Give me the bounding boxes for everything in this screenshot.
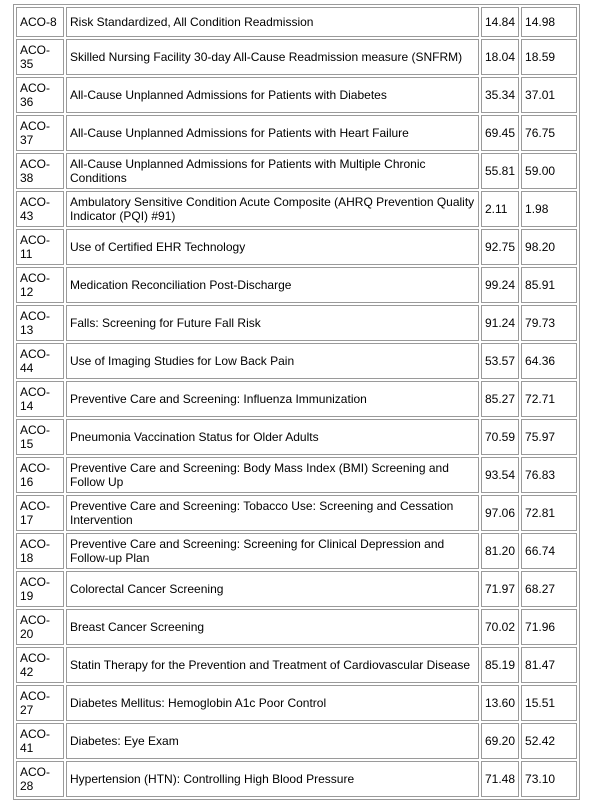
measure-name-cell: Ambulatory Sensitive Condition Acute Composite (AHRQ Prevention Quality Indicator (PQI) #91) [66, 191, 479, 227]
value-1-cell: 91.24 [481, 305, 519, 341]
measure-name-cell: Skilled Nursing Facility 30-day All-Cause Readmission measure (SNFRM) [66, 39, 479, 75]
table-row [16, 343, 577, 379]
value-1-cell: 92.75 [481, 229, 519, 265]
measure-name-cell: Hypertension (HTN): Controlling High Blood Pressure [66, 761, 479, 797]
value-1-cell: 55.81 [481, 153, 519, 189]
measure-code-cell: ACO-14 [16, 381, 64, 417]
value-2-cell: 73.10 [521, 761, 577, 797]
value-2-cell: 81.47 [521, 647, 577, 683]
value-1-cell: 93.54 [481, 457, 519, 493]
value-1-cell: 71.97 [481, 571, 519, 607]
value-2-cell: 52.42 [521, 723, 577, 759]
measure-name-cell: Colorectal Cancer Screening [66, 571, 479, 607]
table-row [16, 723, 577, 759]
value-1-cell: 14.84 [481, 7, 519, 37]
table-row [16, 7, 577, 37]
value-2-cell: 79.73 [521, 305, 577, 341]
table-row [16, 39, 577, 75]
value-2-cell: 71.96 [521, 609, 577, 645]
measure-code-cell: ACO-43 [16, 191, 64, 227]
table-row [16, 419, 577, 455]
measure-name-cell: Use of Imaging Studies for Low Back Pain [66, 343, 479, 379]
measure-code-cell: ACO-37 [16, 115, 64, 151]
value-2-cell: 85.91 [521, 267, 577, 303]
measure-name-cell: Diabetes: Eye Exam [66, 723, 479, 759]
measure-code-cell: ACO-17 [16, 495, 64, 531]
measure-name-cell: Falls: Screening for Future Fall Risk [66, 305, 479, 341]
measure-name-cell: All-Cause Unplanned Admissions for Patients with Heart Failure [66, 115, 479, 151]
table-row [16, 381, 577, 417]
table-row [16, 77, 577, 113]
measure-name-cell: All-Cause Unplanned Admissions for Patients with Multiple Chronic Conditions [66, 153, 479, 189]
value-1-cell: 85.19 [481, 647, 519, 683]
measure-code-cell: ACO-38 [16, 153, 64, 189]
measure-code-cell: ACO-12 [16, 267, 64, 303]
table-row [16, 191, 577, 227]
value-1-cell: 69.20 [481, 723, 519, 759]
value-1-cell: 70.02 [481, 609, 519, 645]
measure-name-cell: Risk Standardized, All Condition Readmission [66, 7, 479, 37]
value-1-cell: 35.34 [481, 77, 519, 113]
value-2-cell: 18.59 [521, 39, 577, 75]
value-2-cell: 14.98 [521, 7, 577, 37]
measure-code-cell: ACO-19 [16, 571, 64, 607]
measure-name-cell: Use of Certified EHR Technology [66, 229, 479, 265]
value-2-cell: 68.27 [521, 571, 577, 607]
table-row [16, 685, 577, 721]
value-2-cell: 66.74 [521, 533, 577, 569]
measure-name-cell: Preventive Care and Screening: Influenza Immunization [66, 381, 479, 417]
measure-code-cell: ACO-11 [16, 229, 64, 265]
measure-code-cell: ACO-18 [16, 533, 64, 569]
measure-name-cell: Preventive Care and Screening: Screening for Clinical Depression and Follow-up Plan [66, 533, 479, 569]
table-row [16, 153, 577, 189]
table-row [16, 229, 577, 265]
value-1-cell: 71.48 [481, 761, 519, 797]
table-row [16, 533, 577, 569]
table-row [16, 115, 577, 151]
table-row [16, 647, 577, 683]
table-body [16, 7, 577, 797]
measure-name-cell: Diabetes Mellitus: Hemoglobin A1c Poor Control [66, 685, 479, 721]
value-2-cell: 59.00 [521, 153, 577, 189]
table-row [16, 457, 577, 493]
table-row [16, 267, 577, 303]
measure-code-cell: ACO-41 [16, 723, 64, 759]
value-2-cell: 76.83 [521, 457, 577, 493]
value-1-cell: 97.06 [481, 495, 519, 531]
measure-name-cell: All-Cause Unplanned Admissions for Patients with Diabetes [66, 77, 479, 113]
measure-name-cell: Preventive Care and Screening: Body Mass Index (BMI) Screening and Follow Up [66, 457, 479, 493]
value-1-cell: 2.11 [481, 191, 519, 227]
value-1-cell: 70.59 [481, 419, 519, 455]
value-1-cell: 69.45 [481, 115, 519, 151]
value-1-cell: 18.04 [481, 39, 519, 75]
value-2-cell: 76.75 [521, 115, 577, 151]
quality-measures-table [13, 4, 580, 800]
measure-code-cell: ACO-13 [16, 305, 64, 341]
measure-name-cell: Preventive Care and Screening: Tobacco Use: Screening and Cessation Intervention [66, 495, 479, 531]
measure-code-cell: ACO-20 [16, 609, 64, 645]
measure-code-cell: ACO-28 [16, 761, 64, 797]
measure-name-cell: Pneumonia Vaccination Status for Older Adults [66, 419, 479, 455]
table-row [16, 305, 577, 341]
value-2-cell: 72.81 [521, 495, 577, 531]
value-1-cell: 99.24 [481, 267, 519, 303]
value-1-cell: 13.60 [481, 685, 519, 721]
value-2-cell: 15.51 [521, 685, 577, 721]
value-2-cell: 98.20 [521, 229, 577, 265]
value-2-cell: 64.36 [521, 343, 577, 379]
measure-code-cell: ACO-44 [16, 343, 64, 379]
value-1-cell: 53.57 [481, 343, 519, 379]
value-1-cell: 85.27 [481, 381, 519, 417]
measure-name-cell: Medication Reconciliation Post-Discharge [66, 267, 479, 303]
measure-code-cell: ACO-36 [16, 77, 64, 113]
measure-code-cell: ACO-16 [16, 457, 64, 493]
table-row [16, 609, 577, 645]
measure-code-cell: ACO-42 [16, 647, 64, 683]
table-row [16, 571, 577, 607]
measure-code-cell: ACO-27 [16, 685, 64, 721]
value-2-cell: 37.01 [521, 77, 577, 113]
value-2-cell: 1.98 [521, 191, 577, 227]
table-row [16, 761, 577, 797]
measure-code-cell: ACO-35 [16, 39, 64, 75]
measure-name-cell: Breast Cancer Screening [66, 609, 479, 645]
measure-code-cell: ACO-8 [16, 7, 64, 37]
measure-code-cell: ACO-15 [16, 419, 64, 455]
value-2-cell: 75.97 [521, 419, 577, 455]
value-2-cell: 72.71 [521, 381, 577, 417]
table-row [16, 495, 577, 531]
value-1-cell: 81.20 [481, 533, 519, 569]
measure-name-cell: Statin Therapy for the Prevention and Treatment of Cardiovascular Disease [66, 647, 479, 683]
